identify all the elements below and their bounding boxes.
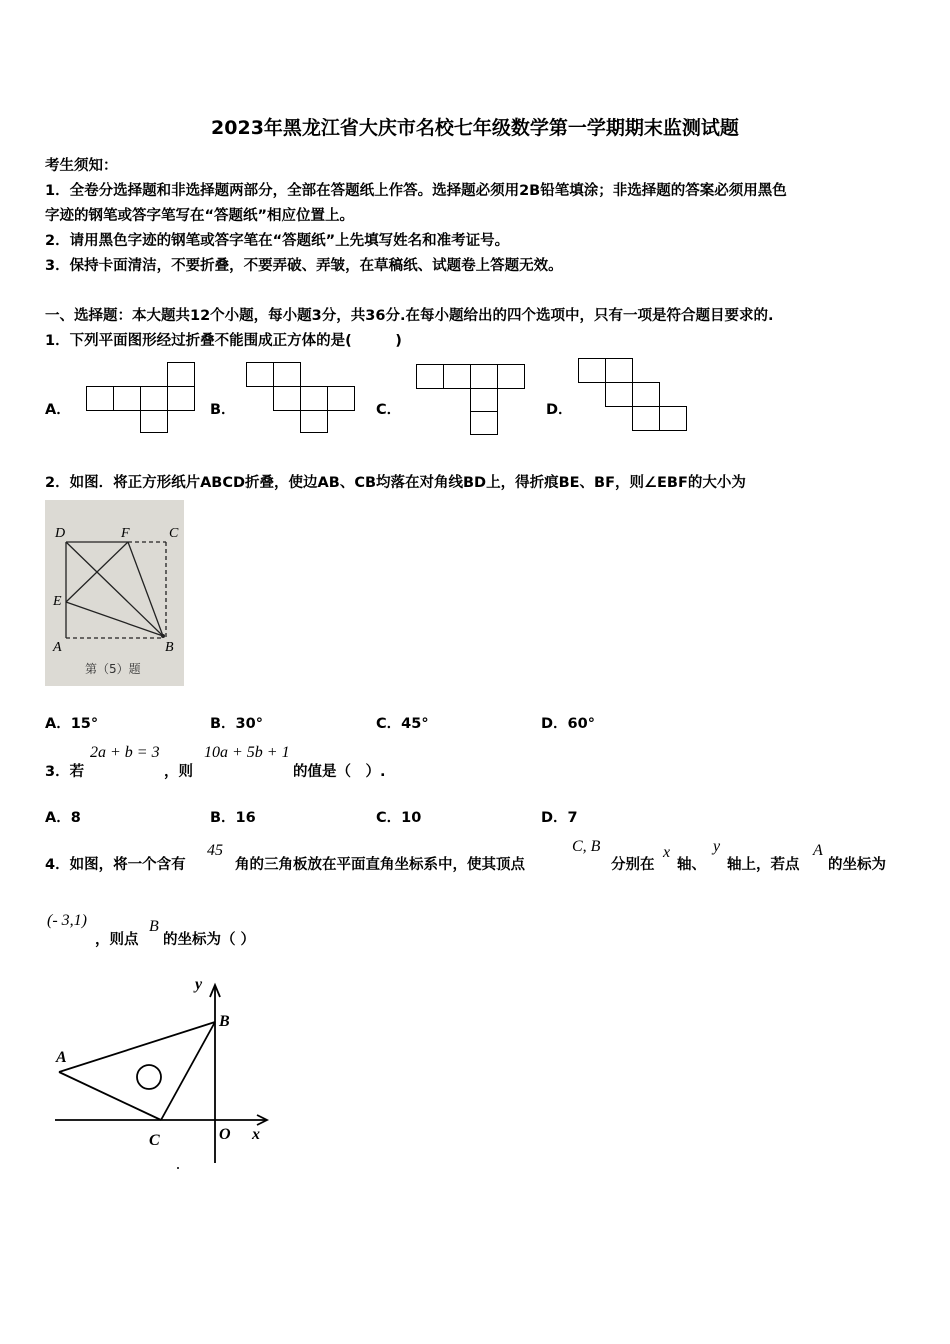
q3-option-d: D．7 bbox=[541, 810, 578, 826]
q2-label-e: E bbox=[53, 594, 62, 609]
q3-suffix: 的值是（ ）. bbox=[293, 764, 386, 780]
q4-label-x: x bbox=[252, 1126, 260, 1143]
q4-math-1: 45 bbox=[207, 842, 223, 859]
q4-text-5: 轴上，若点 bbox=[727, 857, 800, 873]
q4-text-1: 4．如图，将一个含有 bbox=[45, 857, 186, 873]
q4-label-a: A bbox=[56, 1049, 67, 1066]
notice-item-1-line-2: 字迹的钢笔或答字笔写在“答题纸”相应位置上。 bbox=[45, 208, 355, 224]
q4-math-6: (- 3,1) bbox=[47, 912, 87, 929]
q4-text-3: 分别在 bbox=[611, 857, 655, 873]
q1-option-d: D． bbox=[546, 402, 573, 418]
q3-expr-2: 10a + 5b + 1 bbox=[204, 744, 290, 761]
q2-label-d: D bbox=[55, 526, 66, 541]
q3-option-c: C．10 bbox=[376, 810, 422, 826]
notice-heading: 考生须知： bbox=[45, 158, 118, 174]
q2-option-b: B．30° bbox=[210, 716, 263, 732]
q2-option-a: A．15° bbox=[45, 716, 99, 732]
q2-option-c: C．45° bbox=[376, 716, 429, 732]
q4-text-7: ，则点 bbox=[95, 932, 139, 948]
q2-label-b: B bbox=[165, 640, 174, 655]
q1-option-c: C． bbox=[376, 402, 402, 418]
q4-text-2: 角的三角板放在平面直角坐标系中，使其顶点 bbox=[235, 857, 525, 873]
q2-label-a: A bbox=[53, 640, 62, 655]
q3-prefix: 3．若 bbox=[45, 764, 85, 780]
q2-figure bbox=[45, 500, 184, 686]
q4-label-o: O bbox=[219, 1126, 231, 1143]
q1-net-c bbox=[416, 364, 528, 438]
q4-math-7: B bbox=[149, 918, 159, 935]
q4-label-y: y bbox=[195, 976, 203, 993]
q2-label-c: C bbox=[169, 526, 179, 541]
q3-middle: ，则 bbox=[164, 764, 193, 780]
q4-label-b: B bbox=[219, 1013, 230, 1030]
q4-figure bbox=[45, 975, 275, 1175]
q2-option-d: D．60° bbox=[541, 716, 595, 732]
q3-expr-1: 2a + b = 3 bbox=[90, 744, 160, 761]
notice-item-3: 3．保持卡面清洁，不要折叠，不要弄破、弄皱，在草稿纸、试题卷上答题无效。 bbox=[45, 258, 563, 274]
q3-option-a: A．8 bbox=[45, 810, 81, 826]
q1-option-b: B． bbox=[210, 402, 236, 418]
notice-item-1-line-1: 1．全卷分选择题和非选择题两部分，全部在答题纸上作答。选择题必须用2B铅笔填涂；非选择题的答案必须用黑色 bbox=[45, 183, 787, 199]
q1-net-d bbox=[578, 358, 694, 436]
q4-label-c: C bbox=[149, 1132, 160, 1149]
q4-text-6: 的坐标为 bbox=[828, 857, 886, 873]
q4-text-8: 的坐标为（ ） bbox=[163, 932, 256, 948]
q3-option-b: B．16 bbox=[210, 810, 256, 826]
section-heading: 一、选择题：本大题共12个小题，每小题3分，共36分.在每小题给出的四个选项中，只有一项是符合题目要求的. bbox=[45, 308, 774, 324]
q4-math-3: x bbox=[663, 844, 671, 861]
q1-option-a: A． bbox=[45, 402, 71, 418]
q2-stem: 2．如图．将正方形纸片ABCD折叠，使边AB、CB均落在对角线BD上，得折痕BE、BF，则∠EBF的大小为 bbox=[45, 475, 746, 491]
q1-net-b bbox=[246, 362, 362, 436]
page-title: 2023年黑龙江省大庆市名校七年级数学第一学期期末监测试题 bbox=[211, 117, 739, 139]
q4-math-5: A bbox=[813, 842, 823, 859]
q4-math-4: y bbox=[713, 838, 721, 855]
q2-figure-caption: 第（5）题 bbox=[85, 662, 141, 676]
q4-math-2: C, B bbox=[572, 838, 601, 855]
q2-label-f: F bbox=[121, 526, 130, 541]
q1-net-a bbox=[86, 362, 202, 436]
q1-stem: 1．下列平面图形经过折叠不能围成正方体的是( ) bbox=[45, 333, 402, 349]
q4-text-4: 轴、 bbox=[677, 857, 706, 873]
notice-item-2: 2．请用黑色字迹的钢笔或答字笔在“答题纸”上先填写姓名和准考证号。 bbox=[45, 233, 510, 249]
